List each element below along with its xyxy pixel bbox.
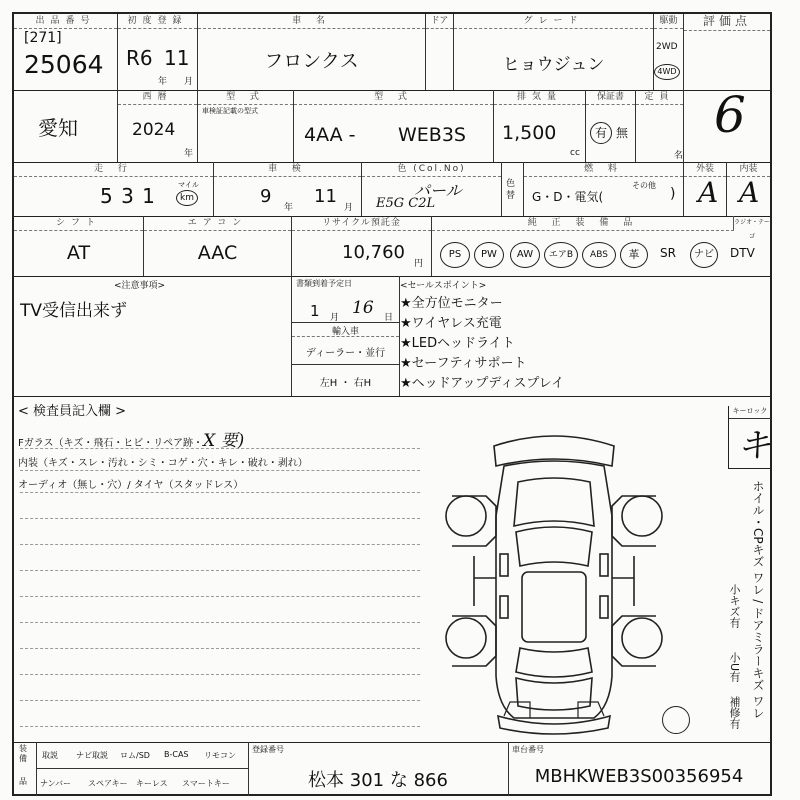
- car-name-header: 車 名: [198, 14, 425, 29]
- inspection-year: 9: [260, 186, 272, 207]
- score-value: 6: [714, 86, 746, 144]
- displacement-unit: cc: [570, 148, 580, 158]
- auction-sheet: [12, 12, 772, 796]
- keylock-box: [728, 406, 771, 469]
- model-cell: [294, 90, 494, 162]
- fuel-other: その他: [632, 181, 656, 190]
- car-name-cell: [198, 14, 426, 90]
- import-value: ディーラー・並行: [305, 348, 386, 359]
- row-condition: [14, 162, 770, 217]
- side-note-dent: 小U有: [728, 652, 741, 683]
- notes-cell: [14, 276, 292, 396]
- ac-cell: [144, 216, 292, 276]
- rule-line: [20, 726, 420, 727]
- keylock-header: キーロック: [729, 406, 771, 419]
- grade-value: ヒョウジュン: [502, 55, 605, 75]
- car-name: フロンクス: [264, 50, 359, 72]
- row-vehicle: [14, 14, 770, 91]
- model-header: 型 式: [294, 90, 493, 105]
- equipment-header: 純 正 装 備 品: [432, 216, 734, 231]
- point-item: ★全方位モニター: [400, 296, 503, 311]
- points-cell: [400, 276, 770, 396]
- equip-airbag: エアB: [544, 242, 578, 268]
- interior-cell: [727, 162, 770, 216]
- grade-cell: [454, 14, 654, 90]
- reg-type-header: 型 式: [198, 90, 293, 105]
- interior-header: 内装: [727, 162, 770, 177]
- door-header: ドア: [426, 14, 453, 29]
- displacement-header: 排気量: [494, 90, 585, 105]
- capacity-cell: [636, 90, 684, 162]
- warranty-yes: 有: [590, 122, 612, 144]
- equip-sr: SR: [660, 246, 676, 260]
- points-header: <セールスポイント>: [400, 281, 487, 291]
- first-reg-cell: [118, 14, 198, 90]
- drive-4wd: 4WD: [654, 64, 680, 80]
- check-spare-key: スペアキー: [88, 779, 128, 788]
- mileage-unit-top: マイル: [178, 181, 199, 189]
- recycle-cell: [292, 216, 432, 276]
- color-change-cell: [502, 162, 524, 216]
- inspector-glass-text: Fガラス（キズ・飛石・ヒビ・リペア跡・: [18, 438, 204, 449]
- lot-header: 出品番号: [14, 14, 117, 29]
- model-code: 4AA -: [304, 124, 356, 146]
- inspection-month-unit: 月: [344, 203, 354, 213]
- inspection-month: 11: [314, 186, 337, 207]
- row-notes: [14, 276, 770, 397]
- first-reg-era: R6: [126, 46, 153, 70]
- checklist-divider: [36, 768, 248, 769]
- warranty-header: 保証書: [586, 90, 635, 105]
- ac-header: エアコン: [144, 216, 291, 231]
- inspector-line-interior: 内装（キズ・スレ・汚れ・シミ・コゲ・穴・キレ・破れ・剥れ）: [18, 458, 308, 469]
- inspector-section: [14, 396, 770, 743]
- equip-aw: AW: [510, 242, 540, 268]
- year-header: 西暦: [118, 90, 197, 105]
- keylock-value: キ: [737, 426, 771, 466]
- score-cell: [684, 86, 770, 162]
- color-change-label: 色替: [506, 179, 516, 201]
- mileage-value: 5 3 1: [100, 184, 156, 208]
- color-code: E5G C2L: [376, 196, 436, 211]
- lot-number: 25064: [24, 50, 104, 79]
- fuel-cell: [524, 162, 684, 216]
- rule-line: [20, 544, 420, 545]
- interior-grade: A: [739, 176, 760, 209]
- score-header: 評価点: [684, 14, 770, 31]
- side-note-scratch: 小キズ有: [728, 584, 741, 628]
- vin-number: MBHKWEB3S00356954: [534, 766, 744, 787]
- plate-number: 松本 301 な 866: [308, 770, 448, 791]
- row-registration: [14, 742, 770, 796]
- equipment-check-label-cell: [14, 742, 37, 796]
- equipment-checklist: [36, 742, 249, 796]
- displacement-cell: [494, 90, 586, 162]
- row-spec: [14, 86, 770, 163]
- mileage-header: 走 行: [14, 162, 213, 177]
- recycle-header: リサイクル預託金: [292, 216, 431, 231]
- vin-cell: [508, 742, 770, 796]
- point-item: ★LEDヘッドライト: [400, 336, 515, 351]
- warranty-no: 無: [616, 126, 629, 140]
- inspector-line-audio: オーディオ（無し・穴）/ タイヤ（スタッドレス）: [18, 480, 244, 491]
- mileage-cell: [14, 162, 214, 216]
- equip-abs: ABS: [582, 242, 616, 268]
- shift-cell: [14, 216, 144, 276]
- docs-day-unit: 日: [384, 313, 394, 323]
- plate-cell: [248, 742, 509, 796]
- equip-leather: 革: [620, 242, 648, 268]
- point-item: ★ヘッドアップディスプレイ: [400, 376, 565, 391]
- point-item: ★ワイヤレス充電: [400, 316, 502, 331]
- check-keyless: キーレス: [136, 779, 168, 788]
- rule-line: [20, 622, 420, 623]
- navi-header: ラジオ・テーゴ: [733, 216, 770, 230]
- fuel-header: 燃 料: [524, 162, 683, 177]
- warranty-cell: [586, 90, 636, 162]
- equip-dtv: DTV: [730, 246, 755, 260]
- equip-navi: ナビ: [690, 242, 718, 268]
- handle-value: 左H ・ 右H: [319, 378, 372, 389]
- check-navi-manual: ナビ取説: [76, 751, 108, 760]
- docs-month: 1: [310, 302, 320, 320]
- points-list: [400, 294, 564, 394]
- first-reg-year-unit: 年: [158, 77, 168, 87]
- recycle-value: 10,760: [342, 242, 405, 263]
- color-value: パール: [414, 181, 462, 200]
- region-cell: [14, 90, 118, 162]
- equipment-list: [432, 234, 770, 274]
- car-diagram: [434, 426, 674, 736]
- rule-line: [20, 492, 420, 493]
- spare-tire-icon: [662, 706, 690, 734]
- inspection-cell: [214, 162, 362, 216]
- rule-line: [20, 596, 420, 597]
- inspector-glass-mark: X 要): [203, 431, 245, 451]
- side-note-main: ホイル・CPキズ ワレ / ドアミラーキズ ワレ: [751, 480, 765, 719]
- inspection-year-unit: 年: [284, 203, 294, 213]
- drive-2wd: 2WD: [656, 42, 678, 52]
- notes-value: TV受信出来ず: [20, 301, 128, 321]
- rule-line: [20, 570, 420, 571]
- model-value: WEB3S: [398, 124, 466, 146]
- side-note-repair: 補修有: [728, 696, 741, 729]
- import-header: 輸入車: [331, 327, 359, 337]
- equipment-check-label-1: 装備: [19, 744, 27, 763]
- handle-divider: [292, 364, 399, 365]
- check-bcas: B-CAS: [164, 750, 189, 759]
- rule-line: [20, 700, 420, 701]
- check-plate: ナンバー: [40, 779, 72, 788]
- exterior-cell: [684, 162, 727, 216]
- ac-value: AAC: [197, 242, 238, 264]
- docs-header: 書類到着予定日: [296, 279, 352, 288]
- model-year: 2024: [132, 120, 176, 140]
- equip-ps: PS: [440, 242, 470, 268]
- docs-cell: [292, 276, 400, 396]
- drive-header: 駆動: [654, 14, 683, 29]
- lot-sub: [271]: [24, 30, 62, 46]
- docs-divider: [292, 322, 399, 323]
- rule-line: [20, 518, 420, 519]
- displacement: 1,500: [502, 122, 557, 144]
- notes-header: <注意事項>: [114, 281, 166, 291]
- grade-header: グレード: [454, 14, 653, 29]
- rule-line: [20, 648, 420, 649]
- recycle-unit: 円: [414, 259, 424, 269]
- first-reg-month-unit: 月: [184, 77, 194, 87]
- shift-header: シフト: [14, 216, 143, 231]
- region: 愛知: [38, 116, 78, 140]
- inspection-header: 車 検: [214, 162, 361, 177]
- inspector-title: < 検査員記入欄 >: [18, 404, 127, 419]
- point-item: ★セーフティサポート: [400, 356, 527, 371]
- equipment-check-label-2: 品: [19, 777, 27, 786]
- capacity-header: 定員: [636, 90, 683, 105]
- lot-cell: [14, 14, 118, 90]
- vin-header: 車台番号: [512, 745, 544, 754]
- mileage-unit: km: [176, 190, 198, 206]
- exterior-header: 外装: [684, 162, 726, 177]
- equipment-cell: [432, 216, 770, 276]
- reg-type-sub: 車検証記載の型式: [202, 107, 258, 115]
- shift-value: AT: [66, 242, 91, 264]
- check-remote: リモコン: [204, 751, 236, 760]
- reg-type-cell: [198, 90, 294, 162]
- docs-day: 16: [352, 298, 374, 318]
- model-year-unit: 年: [184, 149, 194, 159]
- first-reg-month: 11: [164, 46, 190, 70]
- first-reg-header: 初度登録: [118, 14, 197, 29]
- score-header-cell: [684, 14, 770, 90]
- rule-line: [20, 470, 420, 471]
- check-smart-key: スマートキー: [182, 779, 230, 788]
- docs-month-unit: 月: [330, 313, 340, 323]
- fuel-paren-close: ): [670, 186, 676, 202]
- color-cell: [362, 162, 502, 216]
- check-rom: ロム/SD: [120, 751, 150, 760]
- exterior-grade: A: [698, 176, 719, 209]
- plate-header: 登録番号: [252, 745, 284, 754]
- year-cell: [118, 90, 198, 162]
- rule-line: [20, 448, 420, 449]
- door-cell: [426, 14, 454, 90]
- color-header: 色 (Col.No): [362, 162, 501, 177]
- row-equipment: [14, 216, 770, 277]
- check-manual: 取説: [42, 751, 58, 760]
- import-divider: [292, 336, 399, 337]
- fuel-value: G・D・電気(: [532, 190, 604, 204]
- equip-pw: PW: [474, 242, 504, 268]
- capacity-unit: 名: [674, 151, 684, 161]
- drive-cell: [654, 14, 684, 90]
- rule-line: [20, 674, 420, 675]
